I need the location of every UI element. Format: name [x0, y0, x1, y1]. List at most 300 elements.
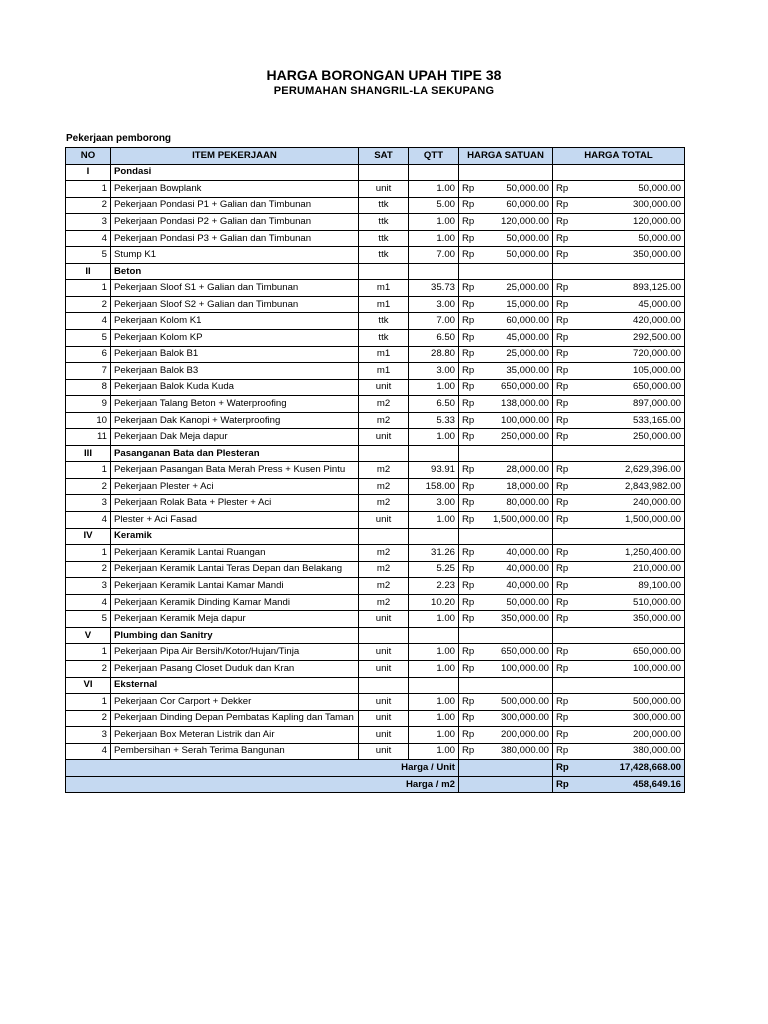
item-quantity: 1.00 [409, 727, 459, 744]
item-unit-price: 60,000.00 [479, 197, 553, 214]
item-description: Pembersihan + Serah Terima Bangunan [111, 743, 359, 760]
item-unit-price: 50,000.00 [479, 594, 553, 611]
item-number: 6 [66, 346, 111, 363]
item-unit: unit [359, 660, 409, 677]
currency-label: Rp [553, 247, 573, 264]
currency-label: Rp [459, 412, 479, 429]
currency-label: Rp [553, 396, 573, 413]
item-unit: unit [359, 429, 409, 446]
table-row [66, 545, 685, 562]
currency-label: Rp [553, 776, 573, 793]
item-unit-price: 15,000.00 [479, 296, 553, 313]
item-number: 3 [66, 495, 111, 512]
item-unit: m1 [359, 280, 409, 297]
item-unit-price: 18,000.00 [479, 478, 553, 495]
item-total-price: 533,165.00 [573, 412, 685, 429]
header-sat: SAT [359, 148, 409, 165]
currency-label: Rp [553, 214, 573, 231]
item-unit: m1 [359, 346, 409, 363]
item-number: 1 [66, 644, 111, 661]
item-description: Pekerjaan Keramik Lantai Kamar Mandi [111, 578, 359, 595]
header-no: NO [66, 148, 111, 165]
currency-label: Rp [553, 296, 573, 313]
currency-label: Rp [459, 644, 479, 661]
currency-label: Rp [553, 280, 573, 297]
currency-label: Rp [553, 313, 573, 330]
item-description: Pekerjaan Balok Kuda Kuda [111, 379, 359, 396]
item-quantity: 35.73 [409, 280, 459, 297]
item-unit: m2 [359, 594, 409, 611]
currency-label: Rp [553, 644, 573, 661]
empty-cell [409, 445, 459, 462]
item-description: Pekerjaan Pipa Air Bersih/Kotor/Hujan/Tinja [111, 644, 359, 661]
item-total-price: 2,843,982.00 [573, 478, 685, 495]
item-total-price: 350,000.00 [573, 247, 685, 264]
currency-label: Rp [553, 412, 573, 429]
item-quantity: 5.25 [409, 561, 459, 578]
item-quantity: 1.00 [409, 694, 459, 711]
item-description: Pekerjaan Box Meteran Listrik dan Air [111, 727, 359, 744]
total-label: Harga / m2 [66, 776, 459, 793]
item-total-price: 650,000.00 [573, 379, 685, 396]
table-row [66, 313, 685, 330]
empty-cell [409, 627, 459, 644]
currency-label: Rp [459, 313, 479, 330]
item-total-price: 105,000.00 [573, 363, 685, 380]
item-description: Pekerjaan Pondasi P2 + Galian dan Timbunan [111, 214, 359, 231]
item-number: 8 [66, 379, 111, 396]
item-unit: unit [359, 379, 409, 396]
category-row [66, 677, 685, 694]
item-unit-price: 50,000.00 [479, 230, 553, 247]
currency-label: Rp [459, 396, 479, 413]
currency-label: Rp [553, 230, 573, 247]
currency-label: Rp [459, 429, 479, 446]
section-label: Pekerjaan pemborong [66, 133, 172, 144]
item-number: 4 [66, 230, 111, 247]
currency-label: Rp [459, 379, 479, 396]
item-description: Pekerjaan Pondasi P1 + Galian dan Timbunan [111, 197, 359, 214]
category-number: VI [66, 677, 111, 694]
item-unit-price: 35,000.00 [479, 363, 553, 380]
item-total-price: 300,000.00 [573, 710, 685, 727]
item-number: 1 [66, 545, 111, 562]
empty-cell [459, 445, 553, 462]
item-unit-price: 100,000.00 [479, 412, 553, 429]
item-total-price: 200,000.00 [573, 727, 685, 744]
total-label: Harga / Unit [66, 760, 459, 777]
item-number: 4 [66, 743, 111, 760]
item-number: 2 [66, 478, 111, 495]
category-name: Keramik [111, 528, 359, 545]
currency-label: Rp [459, 594, 479, 611]
currency-label: Rp [553, 495, 573, 512]
item-number: 3 [66, 727, 111, 744]
empty-cell [553, 263, 685, 280]
table-row [66, 346, 685, 363]
table-header-row [66, 148, 685, 165]
currency-label: Rp [553, 660, 573, 677]
header-harga-total: HARGA TOTAL [553, 148, 685, 165]
item-quantity: 1.00 [409, 660, 459, 677]
currency-label: Rp [459, 495, 479, 512]
item-number: 2 [66, 197, 111, 214]
item-quantity: 1.00 [409, 214, 459, 231]
item-description: Pekerjaan Pasangan Bata Merah Press + Kusen Pintu [111, 462, 359, 479]
item-number: 3 [66, 578, 111, 595]
total-row [66, 776, 685, 793]
category-row [66, 445, 685, 462]
item-unit: m2 [359, 478, 409, 495]
currency-label: Rp [459, 462, 479, 479]
item-description: Pekerjaan Keramik Dinding Kamar Mandi [111, 594, 359, 611]
item-quantity: 6.50 [409, 396, 459, 413]
currency-label: Rp [459, 330, 479, 347]
item-number: 1 [66, 694, 111, 711]
table-row [66, 429, 685, 446]
currency-label: Rp [553, 330, 573, 347]
currency-label: Rp [459, 694, 479, 711]
item-total-price: 1,500,000.00 [573, 512, 685, 529]
item-unit-price: 300,000.00 [479, 710, 553, 727]
item-quantity: 1.00 [409, 644, 459, 661]
table-row [66, 247, 685, 264]
item-total-price: 1,250,400.00 [573, 545, 685, 562]
item-unit-price: 40,000.00 [479, 545, 553, 562]
item-unit-price: 250,000.00 [479, 429, 553, 446]
category-number: II [66, 263, 111, 280]
item-quantity: 10.20 [409, 594, 459, 611]
currency-label: Rp [459, 197, 479, 214]
item-description: Pekerjaan Keramik Meja dapur [111, 611, 359, 628]
currency-label: Rp [553, 561, 573, 578]
table-row [66, 462, 685, 479]
item-description: Pekerjaan Pasang Closet Duduk dan Kran [111, 660, 359, 677]
empty-cell [359, 445, 409, 462]
item-unit: unit [359, 181, 409, 198]
item-unit: m2 [359, 561, 409, 578]
item-unit-price: 350,000.00 [479, 611, 553, 628]
currency-label: Rp [553, 710, 573, 727]
item-number: 4 [66, 512, 111, 529]
empty-cell [459, 776, 553, 793]
item-unit: ttk [359, 330, 409, 347]
item-description: Stump K1 [111, 247, 359, 264]
item-unit: unit [359, 694, 409, 711]
item-number: 5 [66, 330, 111, 347]
currency-label: Rp [459, 296, 479, 313]
item-unit: m1 [359, 363, 409, 380]
category-number: IV [66, 528, 111, 545]
empty-cell [359, 164, 409, 181]
item-total-price: 420,000.00 [573, 313, 685, 330]
table-row [66, 280, 685, 297]
category-number: III [66, 445, 111, 462]
currency-label: Rp [553, 363, 573, 380]
item-unit: ttk [359, 197, 409, 214]
header-qtt: QTT [409, 148, 459, 165]
currency-label: Rp [553, 379, 573, 396]
item-total-price: 2,629,396.00 [573, 462, 685, 479]
item-unit-price: 138,000.00 [479, 396, 553, 413]
item-description: Pekerjaan Balok B1 [111, 346, 359, 363]
table-row [66, 330, 685, 347]
currency-label: Rp [459, 660, 479, 677]
item-description: Pekerjaan Talang Beton + Waterproofing [111, 396, 359, 413]
empty-cell [553, 528, 685, 545]
table-row [66, 495, 685, 512]
table-row [66, 743, 685, 760]
item-description: Pekerjaan Keramik Lantai Ruangan [111, 545, 359, 562]
currency-label: Rp [459, 363, 479, 380]
item-unit-price: 80,000.00 [479, 495, 553, 512]
empty-cell [459, 677, 553, 694]
item-total-price: 292,500.00 [573, 330, 685, 347]
total-value: 17,428,668.00 [573, 760, 685, 777]
currency-label: Rp [459, 545, 479, 562]
item-unit-price: 40,000.00 [479, 578, 553, 595]
item-description: Pekerjaan Dinding Depan Pembatas Kapling dan Taman [111, 710, 359, 727]
item-quantity: 7.00 [409, 247, 459, 264]
table-row [66, 644, 685, 661]
currency-label: Rp [459, 346, 479, 363]
currency-label: Rp [553, 478, 573, 495]
currency-label: Rp [459, 578, 479, 595]
item-unit: ttk [359, 214, 409, 231]
table-row [66, 561, 685, 578]
currency-label: Rp [553, 694, 573, 711]
item-unit: m2 [359, 578, 409, 595]
empty-cell [459, 164, 553, 181]
item-description: Pekerjaan Kolom K1 [111, 313, 359, 330]
currency-label: Rp [459, 214, 479, 231]
table-row [66, 727, 685, 744]
category-row [66, 528, 685, 545]
currency-label: Rp [553, 760, 573, 777]
currency-label: Rp [553, 743, 573, 760]
item-unit: m2 [359, 462, 409, 479]
table-row [66, 660, 685, 677]
item-unit: m1 [359, 296, 409, 313]
empty-cell [459, 263, 553, 280]
item-description: Pekerjaan Kolom KP [111, 330, 359, 347]
category-name: Plumbing dan Sanitry [111, 627, 359, 644]
item-total-price: 380,000.00 [573, 743, 685, 760]
currency-label: Rp [553, 512, 573, 529]
item-number: 7 [66, 363, 111, 380]
item-number: 4 [66, 594, 111, 611]
currency-label: Rp [459, 611, 479, 628]
item-quantity: 158.00 [409, 478, 459, 495]
item-quantity: 93.91 [409, 462, 459, 479]
header-harga-satuan: HARGA SATUAN [459, 148, 553, 165]
item-unit-price: 120,000.00 [479, 214, 553, 231]
empty-cell [359, 677, 409, 694]
item-number: 2 [66, 660, 111, 677]
item-quantity: 3.00 [409, 495, 459, 512]
table-row [66, 181, 685, 198]
item-quantity: 1.00 [409, 429, 459, 446]
currency-label: Rp [459, 710, 479, 727]
item-unit-price: 1,500,000.00 [479, 512, 553, 529]
table-row [66, 296, 685, 313]
item-unit: ttk [359, 230, 409, 247]
item-number: 3 [66, 214, 111, 231]
currency-label: Rp [553, 346, 573, 363]
item-unit: unit [359, 512, 409, 529]
table-row [66, 363, 685, 380]
item-total-price: 650,000.00 [573, 644, 685, 661]
item-total-price: 720,000.00 [573, 346, 685, 363]
item-quantity: 1.00 [409, 743, 459, 760]
table-row [66, 379, 685, 396]
table-row [66, 512, 685, 529]
currency-label: Rp [459, 743, 479, 760]
table-row [66, 478, 685, 495]
cost-table [65, 147, 685, 793]
table-row [66, 197, 685, 214]
category-name: Pasanganan Bata dan Plesteran [111, 445, 359, 462]
item-description: Pekerjaan Sloof S2 + Galian dan Timbunan [111, 296, 359, 313]
item-total-price: 45,000.00 [573, 296, 685, 313]
currency-label: Rp [553, 429, 573, 446]
item-unit-price: 200,000.00 [479, 727, 553, 744]
category-row [66, 627, 685, 644]
item-number: 1 [66, 280, 111, 297]
table-row [66, 694, 685, 711]
currency-label: Rp [459, 478, 479, 495]
item-quantity: 3.00 [409, 296, 459, 313]
currency-label: Rp [459, 512, 479, 529]
currency-label: Rp [553, 197, 573, 214]
empty-cell [553, 445, 685, 462]
item-number: 4 [66, 313, 111, 330]
item-unit-price: 28,000.00 [479, 462, 553, 479]
item-total-price: 100,000.00 [573, 660, 685, 677]
currency-label: Rp [553, 545, 573, 562]
item-total-price: 210,000.00 [573, 561, 685, 578]
empty-cell [553, 164, 685, 181]
header-item: ITEM PEKERJAAN [111, 148, 359, 165]
category-name: Eksternal [111, 677, 359, 694]
item-quantity: 1.00 [409, 611, 459, 628]
item-number: 2 [66, 561, 111, 578]
empty-cell [553, 677, 685, 694]
item-unit-price: 650,000.00 [479, 379, 553, 396]
item-total-price: 50,000.00 [573, 230, 685, 247]
item-unit: unit [359, 710, 409, 727]
table-row [66, 710, 685, 727]
item-description: Pekerjaan Sloof S1 + Galian dan Timbunan [111, 280, 359, 297]
item-number: 1 [66, 462, 111, 479]
item-description: Pekerjaan Rolak Bata + Plester + Aci [111, 495, 359, 512]
table-row [66, 611, 685, 628]
category-name: Beton [111, 263, 359, 280]
empty-cell [359, 263, 409, 280]
item-total-price: 50,000.00 [573, 181, 685, 198]
currency-label: Rp [553, 578, 573, 595]
item-total-price: 500,000.00 [573, 694, 685, 711]
item-number: 5 [66, 247, 111, 264]
item-quantity: 1.00 [409, 379, 459, 396]
currency-label: Rp [553, 727, 573, 744]
item-unit-price: 650,000.00 [479, 644, 553, 661]
item-unit-price: 500,000.00 [479, 694, 553, 711]
empty-cell [359, 528, 409, 545]
item-quantity: 6.50 [409, 330, 459, 347]
total-value: 458,649.16 [573, 776, 685, 793]
item-total-price: 240,000.00 [573, 495, 685, 512]
item-total-price: 300,000.00 [573, 197, 685, 214]
table-row [66, 396, 685, 413]
item-unit-price: 50,000.00 [479, 247, 553, 264]
item-number: 1 [66, 181, 111, 198]
item-unit-price: 25,000.00 [479, 280, 553, 297]
item-number: 10 [66, 412, 111, 429]
item-total-price: 350,000.00 [573, 611, 685, 628]
document-title: HARGA BORONGAN UPAH TIPE 38 [266, 67, 502, 83]
item-unit-price: 60,000.00 [479, 313, 553, 330]
item-unit-price: 50,000.00 [479, 181, 553, 198]
currency-label: Rp [459, 230, 479, 247]
item-unit: m2 [359, 495, 409, 512]
table-row [66, 412, 685, 429]
item-quantity: 28.80 [409, 346, 459, 363]
table-body [66, 164, 685, 793]
item-quantity: 1.00 [409, 512, 459, 529]
currency-label: Rp [553, 594, 573, 611]
category-name: Pondasi [111, 164, 359, 181]
item-unit: unit [359, 644, 409, 661]
table-row [66, 230, 685, 247]
item-total-price: 120,000.00 [573, 214, 685, 231]
item-unit: ttk [359, 247, 409, 264]
item-total-price: 250,000.00 [573, 429, 685, 446]
item-unit-price: 40,000.00 [479, 561, 553, 578]
document-subtitle: PERUMAHAN SHANGRIL-LA SEKUPANG [273, 85, 495, 97]
item-total-price: 89,100.00 [573, 578, 685, 595]
empty-cell [409, 164, 459, 181]
currency-label: Rp [553, 181, 573, 198]
empty-cell [459, 760, 553, 777]
item-unit: unit [359, 611, 409, 628]
category-number: V [66, 627, 111, 644]
currency-label: Rp [459, 561, 479, 578]
currency-label: Rp [459, 247, 479, 264]
item-number: 2 [66, 296, 111, 313]
category-row [66, 263, 685, 280]
item-total-price: 510,000.00 [573, 594, 685, 611]
empty-cell [553, 627, 685, 644]
item-description: Pekerjaan Plester + Aci [111, 478, 359, 495]
currency-label: Rp [459, 181, 479, 198]
item-quantity: 1.00 [409, 230, 459, 247]
currency-label: Rp [553, 462, 573, 479]
item-number: 2 [66, 710, 111, 727]
empty-cell [409, 677, 459, 694]
empty-cell [459, 528, 553, 545]
item-quantity: 31.26 [409, 545, 459, 562]
category-number: I [66, 164, 111, 181]
table-row [66, 214, 685, 231]
currency-label: Rp [459, 727, 479, 744]
empty-cell [409, 263, 459, 280]
item-description: Pekerjaan Bowplank [111, 181, 359, 198]
currency-label: Rp [459, 280, 479, 297]
item-unit-price: 380,000.00 [479, 743, 553, 760]
item-number: 9 [66, 396, 111, 413]
item-number: 11 [66, 429, 111, 446]
